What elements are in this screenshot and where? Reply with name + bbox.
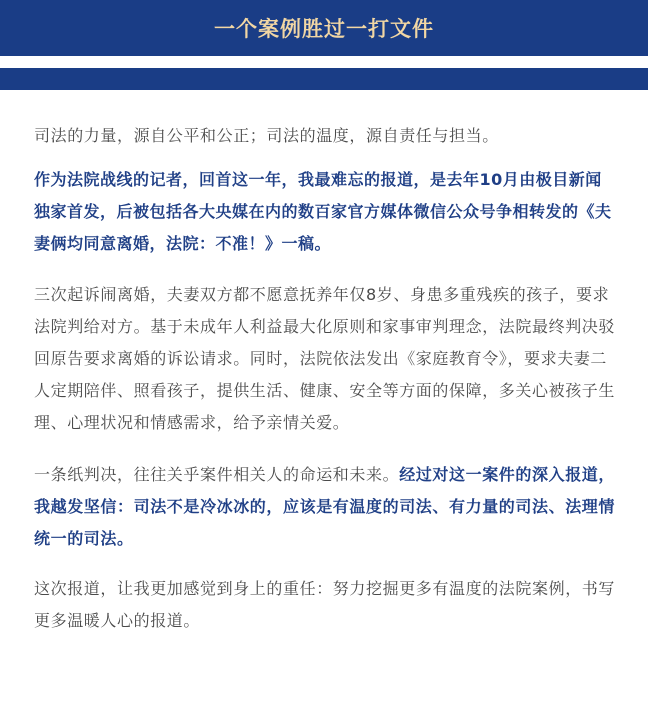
article-body — [34, 120, 618, 637]
paragraph-reflection-plain: 一条纸判决，往往关乎案件相关人的命运和未来。 — [34, 465, 400, 484]
article-title: 一个案例胜过一打文件 — [214, 17, 434, 41]
paragraph-intro: 司法的力量，源自公平和公正；司法的温度，源自责任与担当。 — [34, 126, 499, 145]
paragraph-reflection-emphasis: 经过对这一案件的深入报道，我越发坚信：司法不是冷冰冰的，应该是有温度的司法、有力量的司法、法理情统一的司法。 — [34, 465, 616, 548]
paragraph-case-summary: 三次起诉闹离婚，夫妻双方都不愿意抚养年仅8岁、身患多重残疾的孩子，要求法院判给对方。基于未成年人利益最大化原则和家事审判理念，法院最终判决驳回原告要求离婚的诉讼请求。同时，法院依法发出《家庭教育令》，要求夫妻二人定期陪伴、照看孩子，提供生活、健康、安全等方面的保障，多关心被孩子生理、心理状况和情感需求，给予亲情关爱。 — [34, 285, 616, 432]
title-banner — [0, 0, 648, 56]
paragraph-reflection — [34, 459, 618, 555]
paragraph-highlight: 作为法院战线的记者，回首这一年，我最难忘的报道，是去年10月由极目新闻独家首发，后被包括各大央媒在内的数百家官方媒体微信公众号争相转发的《夫妻俩均同意离婚，法院：不准！》一稿。 — [34, 170, 612, 253]
paragraph-conclusion: 这次报道，让我更加感觉到身上的重任：努力挖掘更多有温度的法院案例，书写更多温暖人心的报道。 — [34, 579, 616, 630]
decorative-divider-bar — [0, 68, 648, 90]
